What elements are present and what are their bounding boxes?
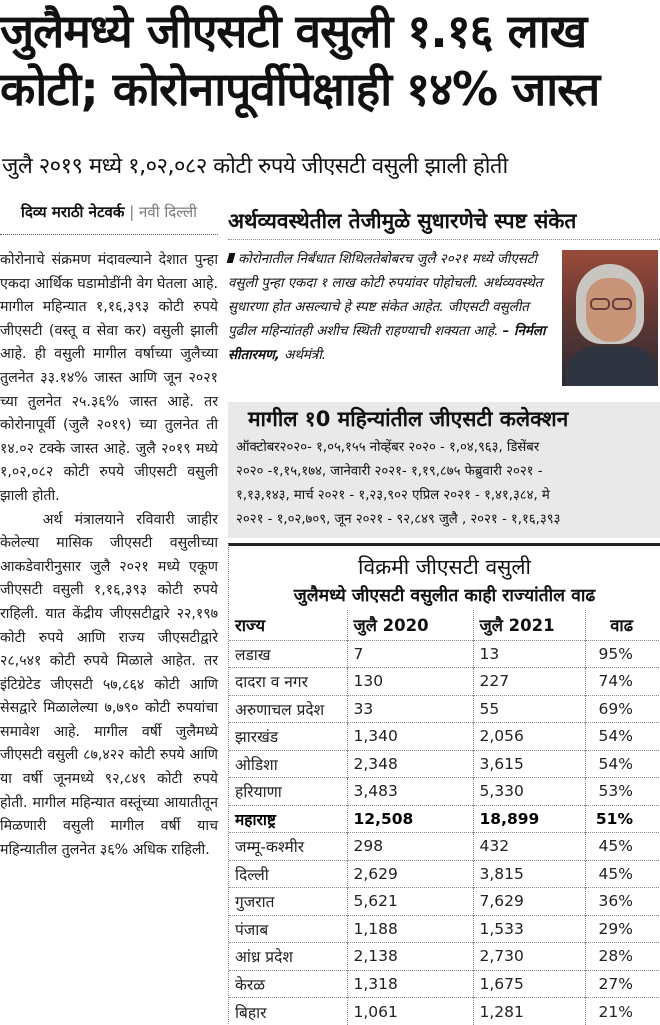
table-cell: 95% <box>585 640 660 668</box>
table-row <box>229 668 660 696</box>
table-row <box>229 970 660 998</box>
collection-line: १,१३,१४३, मार्च २०२१ - १,२३,९०२ एप्रिल २०२१ - १,४१,३८४, मे <box>228 484 660 508</box>
table-cell: 298 <box>347 833 473 861</box>
table-row <box>229 888 660 916</box>
quote-author: – निर्मला सीतारमण, <box>228 324 545 363</box>
quote-text: कोरोनातील निर्बंधात शिथिलतेबोबरच जुलै २०२१ मध्ये जीएसटी वसुली पुन्हा एकदा १ लाख कोटी रुपयांवर पोहोचली. अर्थव्यवस्थेत सुधारणा होत असल्याचे हे स्पष्ट संकेत आहेत. जीएसटी वसुलीत पुढील महिन्यांतही अशीच स्थिती राहण्याची शक्यता आहे. <box>228 252 542 339</box>
table-cell: 54% <box>585 723 660 751</box>
table-row <box>229 915 660 943</box>
byline-city: नवी दिल्ली <box>139 203 197 221</box>
table-row <box>229 860 660 888</box>
table-cell: पंजाब <box>229 915 347 943</box>
table-cell: झारखंड <box>229 723 347 751</box>
table-cell: लडाख <box>229 640 347 668</box>
collection-title: मागील १0 महिन्यांतील जीएसटी कलेक्शन <box>228 402 660 436</box>
quote-box <box>228 205 660 408</box>
article-paragraph: कोरोनाचे संक्रमण मंदावल्याने देशात पुन्हा एकदा आर्थिक घडामोडींनी वेग घेतला आहे. मागील महिन्यात १,१६,३९३ कोटी रुपये जीएसटी (वस्तू व सेवा कर) वसुली झाली आहे. ही वसुली मागील वर्षाच्या जुलैच्या तुलनेत ३३.१४% जास्त आणि जून २०२१ च्या तुलनेत २५.३६% जास्त आहे. तर कोरोनापूर्वी (जुलै २०१९) च्या तुलनेत ती १४.०२ टक्के जास्त आहे. जुलै २०१९ मध्ये १,०२,०८२ कोटी रुपये जीएसटी वसुली झाली होती. <box>0 249 218 509</box>
column-header: राज्य <box>229 610 347 640</box>
state-gst-table <box>229 610 660 1025</box>
table-cell: 130 <box>347 668 473 696</box>
table-cell: अरुणाचल प्रदेश <box>229 695 347 723</box>
quote-title: अर्थव्यवस्थेतील तेजीमुळे सुधारणेचे स्पष्ट संकेत <box>228 205 660 240</box>
table-row <box>229 805 660 833</box>
table-row <box>229 778 660 806</box>
article-body <box>0 235 218 862</box>
table-cell: गुजरात <box>229 888 347 916</box>
article-column <box>0 198 218 862</box>
byline-agency: दिव्य मराठी नेटवर्क <box>21 203 124 221</box>
table-cell: 7 <box>347 640 473 668</box>
table-cell: 227 <box>473 668 585 696</box>
table-cell: 13 <box>473 640 585 668</box>
table-cell: 33 <box>347 695 473 723</box>
table-row <box>229 833 660 861</box>
table-cell: 5,330 <box>473 778 585 806</box>
byline <box>0 198 218 235</box>
table-title: विक्रमी जीएसटी वसुली <box>229 552 660 582</box>
table-cell: 54% <box>585 750 660 778</box>
table-cell: 2,138 <box>347 943 473 971</box>
table-cell: 55 <box>473 695 585 723</box>
table-subtitle: जुलैमध्ये जीएसटी वसुलीत काही राज्यांतील वाढ <box>229 582 660 610</box>
table-cell: ओडिशा <box>229 750 347 778</box>
table-cell: 18,899 <box>473 805 585 833</box>
minister-photo <box>562 250 658 386</box>
table-cell: 12,508 <box>347 805 473 833</box>
collection-box <box>228 402 660 538</box>
table-row <box>229 640 660 668</box>
table-cell: 21% <box>585 998 660 1025</box>
table-cell: महाराष्ट्र <box>229 805 347 833</box>
table-cell: 1,675 <box>473 970 585 998</box>
table-cell: 53% <box>585 778 660 806</box>
table-row <box>229 998 660 1025</box>
table-cell: 45% <box>585 860 660 888</box>
table-cell: 69% <box>585 695 660 723</box>
table-cell: हरियाणा <box>229 778 347 806</box>
headline-line-1: जुलैमध्ये जीएसटी वसुली १.१६ लाख <box>0 2 660 60</box>
table-row <box>229 750 660 778</box>
table-cell: 5,621 <box>347 888 473 916</box>
table-cell: 1,318 <box>347 970 473 998</box>
column-header: जुलै 2020 <box>347 610 473 640</box>
table-cell: 1,340 <box>347 723 473 751</box>
collection-line: २०२० -१,१५,१७४, जानेवारी २०२१- १,१९,८७५ फेब्रुवारी २०२१ - <box>228 460 660 484</box>
table-cell: 2,348 <box>347 750 473 778</box>
column-header: जुलै 2021 <box>473 610 585 640</box>
bullet-icon <box>227 253 236 263</box>
table-row <box>229 723 660 751</box>
quote-designation: अर्थमंत्री. <box>284 348 326 363</box>
table-cell: 3,615 <box>473 750 585 778</box>
table-cell: 3,815 <box>473 860 585 888</box>
table-cell: 2,629 <box>347 860 473 888</box>
table-cell: 36% <box>585 888 660 916</box>
table-cell: 74% <box>585 668 660 696</box>
table-cell: 7,629 <box>473 888 585 916</box>
article-paragraph: अर्थ मंत्रालयाने रविवारी जाहीर केलेल्या मासिक जीएसटी वसुलीच्या आकडेवारीनुसार जुलै २०२१ मध्ये एकूण जीएसटी वसुली १,१६,३९३ कोटी रुपये राहिली. यात केंद्रीय जीएसटीद्वारे २२,१९७ कोटी रुपये आणि राज्य जीएसटीद्वारे २८,५४१ कोटी रुपये मिळाले आहेत. तर इंटिग्रेटेड जीएसटी ५७,८६४ कोटी आणि सेसद्वारे मिळालेल्या ७,७९० कोटी रुपयांचा समावेश आहे. मागील वर्षी जुलैमध्ये जीएसटी वसुली ८७,४२२ कोटी रुपये आणि या वर्षी जूनमध्ये ९२,८४९ कोटी रुपये होती. मागील महिन्यात वस्तूंच्या आयातीतून मिळणारी वसुली मागील वर्षी याच महिन्यातील तुलनेत ३६% अधिक राहिली. <box>0 509 218 863</box>
table-cell: केरळ <box>229 970 347 998</box>
table-cell: 1,281 <box>473 998 585 1025</box>
collection-line: २०२१ - १,०२,७०९, जून २०२१ - ९२,८४९ जुलै , २०२१ - १,१६,३९३ <box>228 508 660 532</box>
table-cell: दिल्ली <box>229 860 347 888</box>
table-cell: 2,730 <box>473 943 585 971</box>
table-cell: 432 <box>473 833 585 861</box>
table-cell: आंध्र प्रदेश <box>229 943 347 971</box>
table-cell: 2,056 <box>473 723 585 751</box>
headline-line-2: कोटी; कोरोनापूर्वीपेक्षाही १४% जास्त <box>0 60 660 118</box>
table-row <box>229 943 660 971</box>
table-cell: 27% <box>585 970 660 998</box>
byline-separator: | <box>129 203 134 221</box>
headline <box>0 2 660 118</box>
table-cell: 51% <box>585 805 660 833</box>
table-cell: 28% <box>585 943 660 971</box>
table-cell: दादरा व नगर <box>229 668 347 696</box>
subheadline: जुलै २०१९ मध्ये १,०२,०८२ कोटी रुपये जीएसटी वसुली झाली होती <box>2 150 660 184</box>
collection-line: ऑक्टोबर२०२०- १,०५,१५५ नोव्हेंबर २०२० - १,०४,९६३, डिसेंबर <box>228 436 660 460</box>
table-row <box>229 695 660 723</box>
table-cell: 1,061 <box>347 998 473 1025</box>
table-cell: 1,188 <box>347 915 473 943</box>
table-cell: 3,483 <box>347 778 473 806</box>
table-cell: बिहार <box>229 998 347 1025</box>
table-cell: 29% <box>585 915 660 943</box>
quote-text-block <box>228 248 548 368</box>
state-gst-table-box <box>228 543 660 1024</box>
table-cell: 1,533 <box>473 915 585 943</box>
table-cell: जम्मू-कश्मीर <box>229 833 347 861</box>
table-cell: 45% <box>585 833 660 861</box>
column-header: वाढ <box>585 610 660 640</box>
